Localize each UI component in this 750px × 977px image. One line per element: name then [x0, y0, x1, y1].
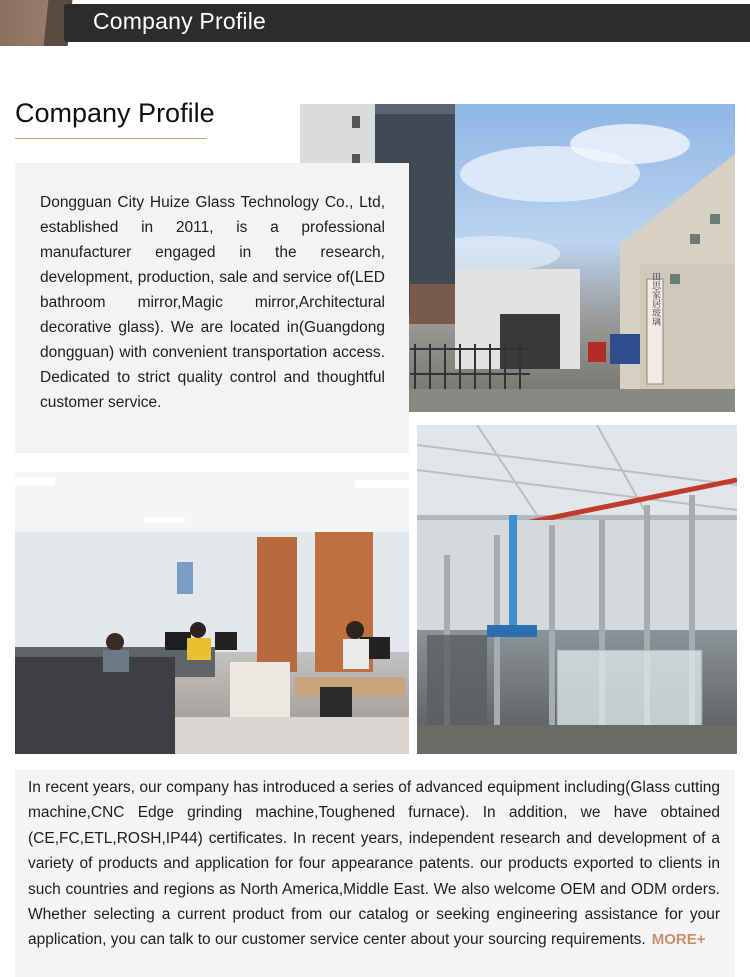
- section-title-underline: [15, 138, 207, 139]
- company-details-box: [15, 770, 735, 977]
- company-details-paragraph: [28, 775, 720, 953]
- office-interior-photo: [15, 472, 409, 754]
- intro-paragraph: Dongguan City Huize Glass Technology Co., Ltd, established in 2011, is a professional manufacturer engaged in the research, development, production, sale and service of(LED bathroom mirror,Magic mirror,Architectural decorative glass). We are located in(Guangdong dongguan) with convenient transportation access. Dedicated to strict quality control and thoughtful customer service.: [40, 194, 385, 411]
- company-details-text: In recent years, our company has introduced a series of advanced equipment including(Glass cutting machine,CNC Edge grinding machine,Toughened furnace). In addition, we have obtained (CE,FC,ETL,ROSH,IP44) certificates. In recent years, independent research and development of a variety of products and application for four appearance patents. our products exported to clients in such countries and regions as North America,Middle East. We also welcome OEM and ODM orders. Whether selecting a current product from our catalog or seeking engineering assistance for your application, you can talk to our customer service center about your sourcing requirements.: [28, 779, 720, 949]
- factory-sign-text: 田思家居玻璃: [650, 272, 660, 326]
- glass-workshop-photo: [417, 425, 737, 754]
- header-title: Company Profile: [93, 8, 267, 34]
- office-photo-illustration: [15, 472, 409, 754]
- more-link[interactable]: MORE+: [651, 931, 706, 949]
- section-title: Company Profile: [15, 98, 215, 128]
- workshop-photo-illustration: [417, 425, 737, 754]
- intro-text-box: [15, 163, 409, 453]
- header-bar: [0, 0, 750, 46]
